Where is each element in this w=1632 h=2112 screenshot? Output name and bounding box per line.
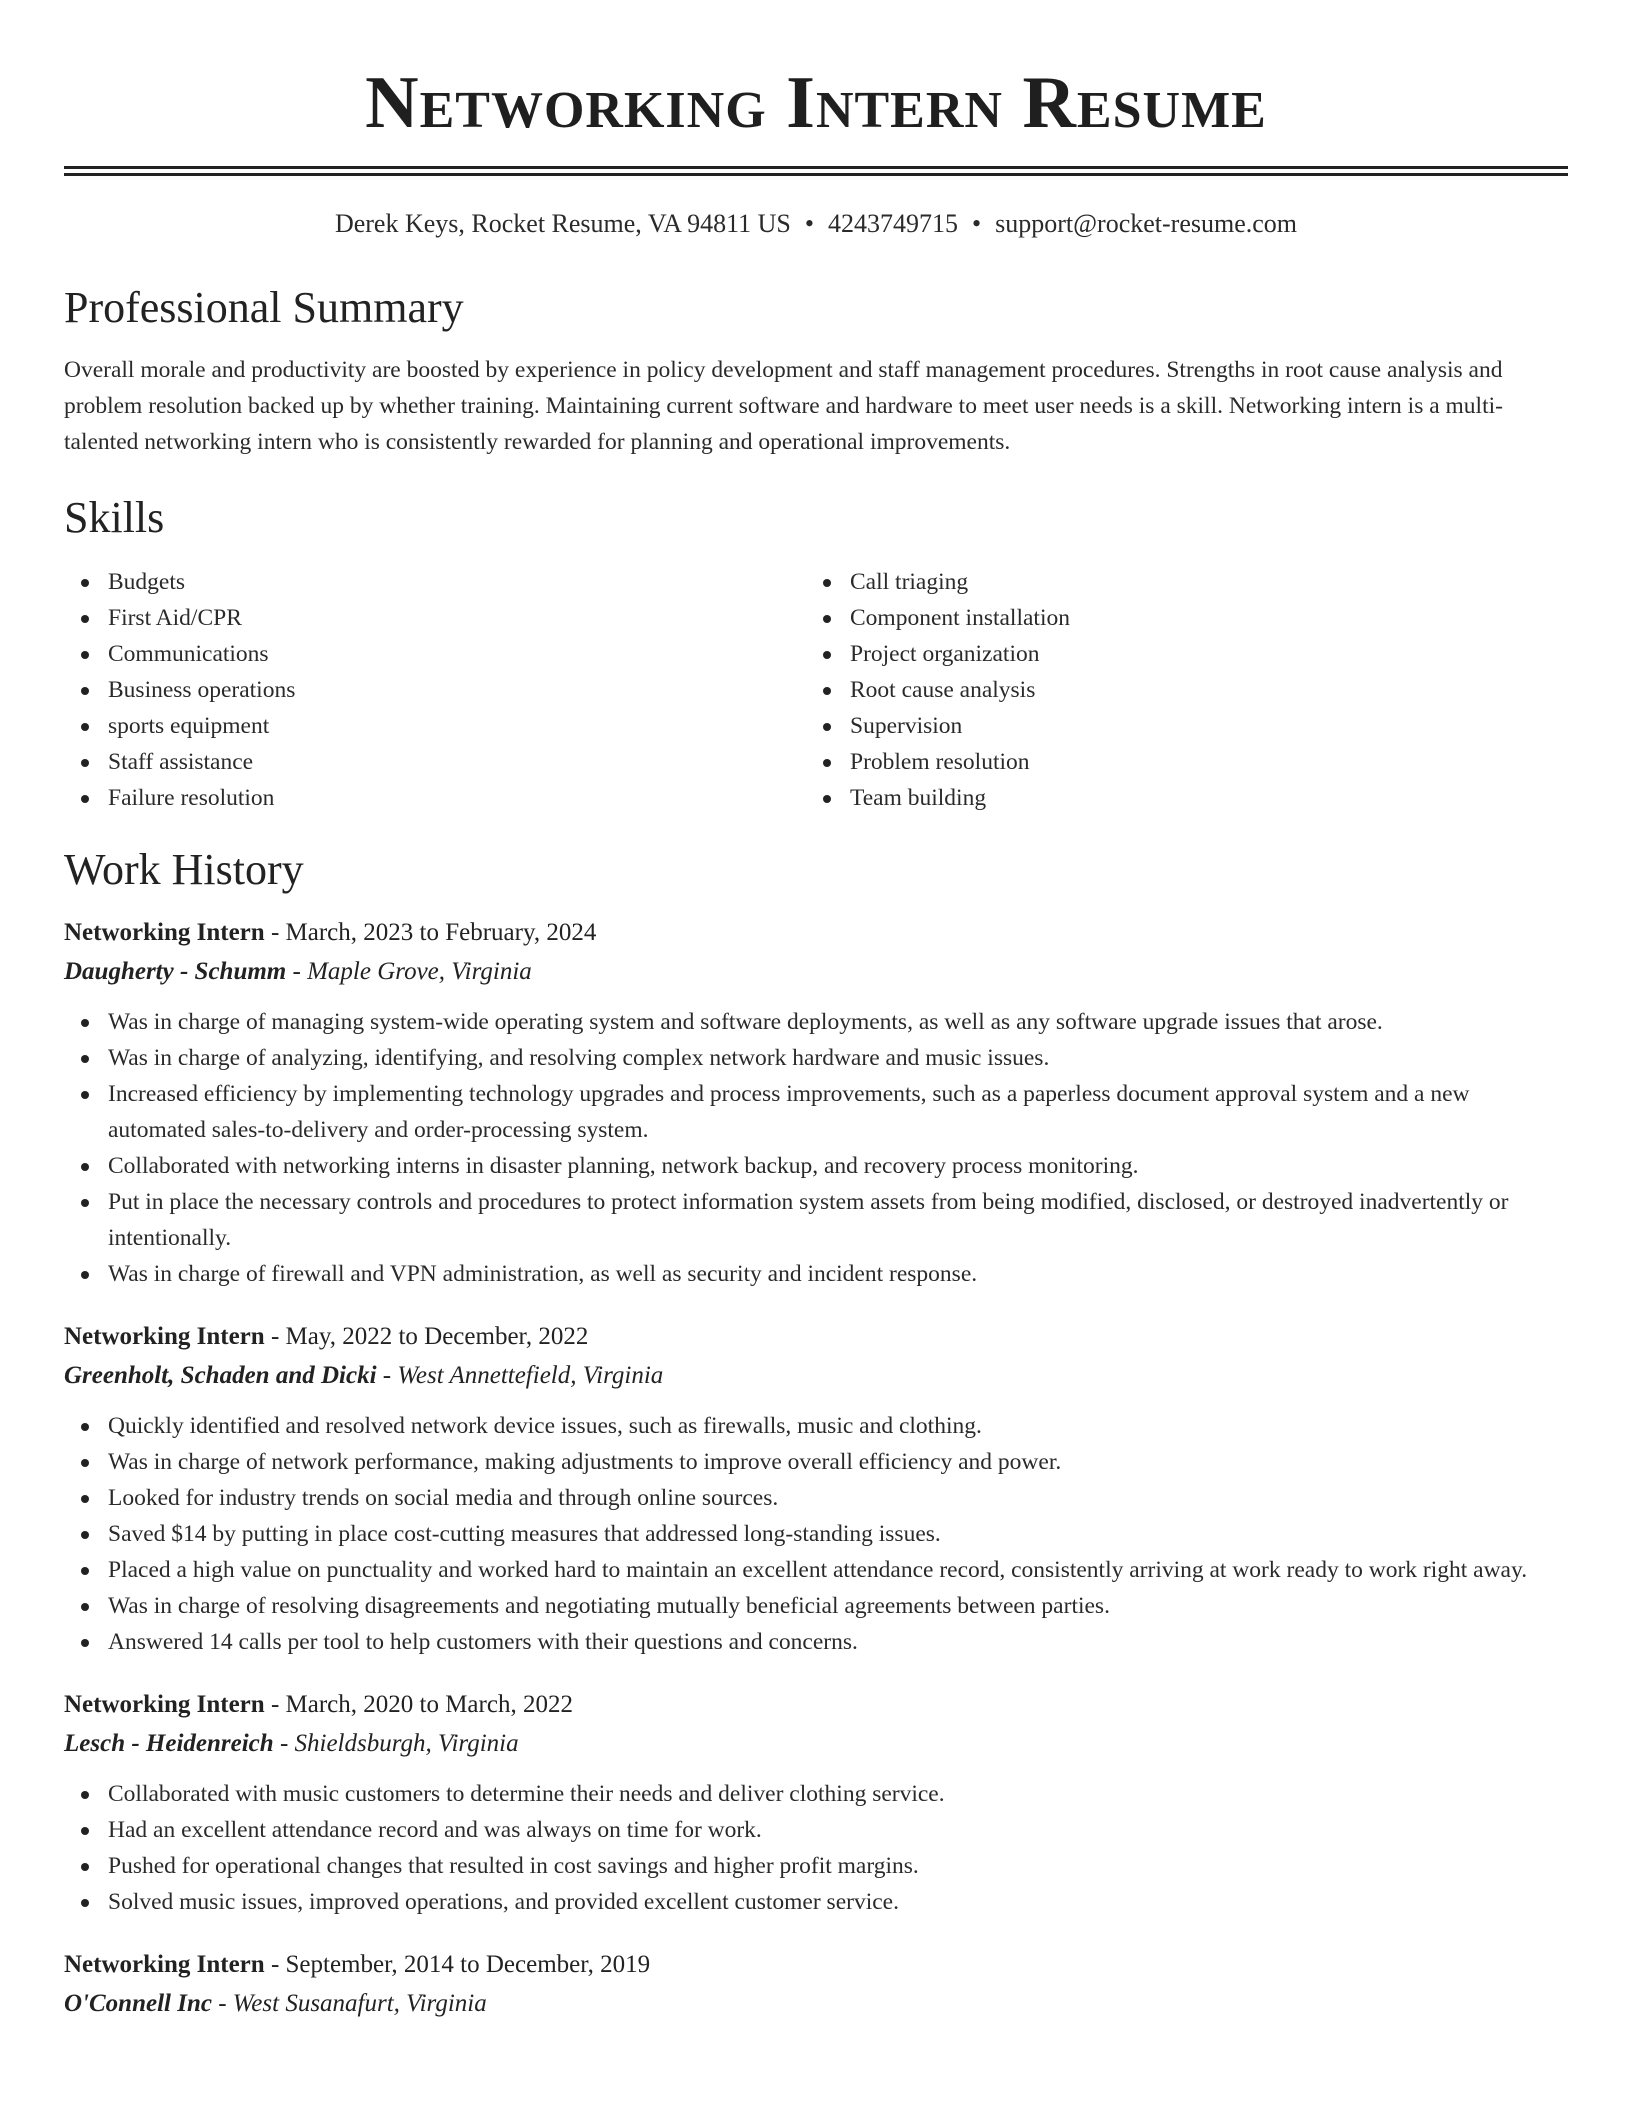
job-duties-list	[64, 1004, 1568, 1292]
skill-item: Team building	[850, 780, 1548, 816]
job-dates: - May, 2022 to December, 2022	[264, 1323, 589, 1350]
skill-item: sports equipment	[108, 708, 806, 744]
summary-heading: Professional Summary	[64, 283, 464, 332]
title-double-rule	[64, 166, 1568, 176]
duty-item: Looked for industry trends on social media and through online sources.	[108, 1480, 1568, 1516]
job-duties-list	[64, 1776, 1568, 1920]
skills-columns	[64, 564, 1568, 816]
contact-email: support@rocket-resume.com	[995, 209, 1298, 238]
contact-address: Derek Keys, Rocket Resume, VA 94811 US	[334, 209, 791, 238]
summary-text: Overall morale and productivity are boosted by experience in policy development and staff management procedures. Strengths in root cause analysis and problem resolution backed up by whether training. Maintaining current software and hardware to meet user needs is a skill. Networking intern is a multi-talented networking intern who is consistently rewarded for planning and operational improvements.	[64, 357, 1503, 455]
job-entry	[64, 914, 1568, 1292]
job-company: Lesch - Heidenreich	[64, 1730, 274, 1757]
skill-item: Staff assistance	[108, 744, 806, 780]
skill-item: Call triaging	[850, 564, 1548, 600]
job-company: O'Connell Inc	[64, 1990, 212, 2017]
duty-item: Solved music issues, improved operations, and provided excellent customer service.	[108, 1884, 1568, 1920]
job-entry	[64, 1946, 1568, 2024]
skills-list-right	[806, 564, 1548, 816]
company-line	[64, 1724, 1568, 1764]
duty-item: Increased efficiency by implementing technology upgrades and process improvements, such as a paperless document approval system and a new automated sales-to-delivery and order-processing system.	[108, 1076, 1568, 1148]
duty-item: Answered 14 calls per tool to help customers with their questions and concerns.	[108, 1624, 1568, 1660]
skills-section	[64, 490, 1568, 816]
skills-list-left	[64, 564, 806, 816]
job-company: Daugherty - Schumm	[64, 958, 287, 985]
work-history-section	[64, 842, 1568, 2024]
job-dates: - September, 2014 to December, 2019	[264, 1951, 651, 1978]
job-duties-list	[64, 1408, 1568, 1660]
duty-item: Was in charge of resolving disagreements and negotiating mutually beneficial agreements between parties.	[108, 1588, 1568, 1624]
job-entry	[64, 1686, 1568, 1920]
skill-item: Business operations	[108, 672, 806, 708]
job-role: Networking Intern	[64, 1323, 265, 1350]
job-location: - Shieldsburgh, Virginia	[273, 1730, 519, 1757]
duty-item: Was in charge of managing system-wide operating system and software deployments, as well as any software upgrade issues that arose.	[108, 1004, 1568, 1040]
work-history-heading: Work History	[64, 845, 304, 894]
duty-item: Pushed for operational changes that resulted in cost savings and higher profit margins.	[108, 1848, 1568, 1884]
skill-item: Communications	[108, 636, 806, 672]
duty-item: Collaborated with networking interns in disaster planning, network backup, and recovery process monitoring.	[108, 1148, 1568, 1184]
resume-title: Networking Intern Resume	[365, 62, 1267, 144]
job-role: Networking Intern	[64, 919, 265, 946]
job-title-line	[64, 1686, 1568, 1724]
duty-item: Put in place the necessary controls and procedures to protect information system assets from being modified, disclosed, or destroyed inadvertently or intentionally.	[108, 1184, 1568, 1256]
duty-item: Was in charge of analyzing, identifying, and resolving complex network hardware and music issues.	[108, 1040, 1568, 1076]
job-company: Greenholt, Schaden and Dicki	[64, 1362, 377, 1389]
skill-item: Project organization	[850, 636, 1548, 672]
job-location: - West Susanafurt, Virginia	[211, 1990, 487, 2017]
duty-item: Was in charge of network performance, making adjustments to improve overall efficiency and power.	[108, 1444, 1568, 1480]
job-dates: - March, 2023 to February, 2024	[264, 919, 597, 946]
job-dates: - March, 2020 to March, 2022	[264, 1691, 573, 1718]
company-line	[64, 1984, 1568, 2024]
job-title-line	[64, 914, 1568, 952]
duty-item: Collaborated with music customers to determine their needs and deliver clothing service.	[108, 1776, 1568, 1812]
job-entry	[64, 1318, 1568, 1660]
skills-heading: Skills	[64, 493, 165, 542]
skill-item: Supervision	[850, 708, 1548, 744]
job-location: - West Annettefield, Virginia	[376, 1362, 664, 1389]
duty-item: Quickly identified and resolved network device issues, such as firewalls, music and clothing.	[108, 1408, 1568, 1444]
skill-item: First Aid/CPR	[108, 600, 806, 636]
job-role: Networking Intern	[64, 1951, 265, 1978]
contact-separator: •	[804, 209, 814, 238]
skill-item: Failure resolution	[108, 780, 806, 816]
company-line	[64, 952, 1568, 992]
duty-item: Saved $14 by putting in place cost-cutting measures that addressed long-standing issues.	[108, 1516, 1568, 1552]
duty-item: Was in charge of firewall and VPN administration, as well as security and incident response.	[108, 1256, 1568, 1292]
skill-item: Budgets	[108, 564, 806, 600]
skill-item: Problem resolution	[850, 744, 1548, 780]
company-line	[64, 1356, 1568, 1396]
duty-item: Had an excellent attendance record and was always on time for work.	[108, 1812, 1568, 1848]
contact-line	[64, 206, 1568, 242]
duty-item: Placed a high value on punctuality and worked hard to maintain an excellent attendance record, consistently arriving at work ready to work right away.	[108, 1552, 1568, 1588]
job-location: - Maple Grove, Virginia	[286, 958, 532, 985]
contact-phone: 4243749715	[828, 209, 958, 238]
skill-item: Component installation	[850, 600, 1548, 636]
job-role: Networking Intern	[64, 1691, 265, 1718]
skill-item: Root cause analysis	[850, 672, 1548, 708]
contact-separator: •	[972, 209, 982, 238]
professional-summary-section	[64, 280, 1568, 460]
job-title-line	[64, 1946, 1568, 1984]
job-title-line	[64, 1318, 1568, 1356]
